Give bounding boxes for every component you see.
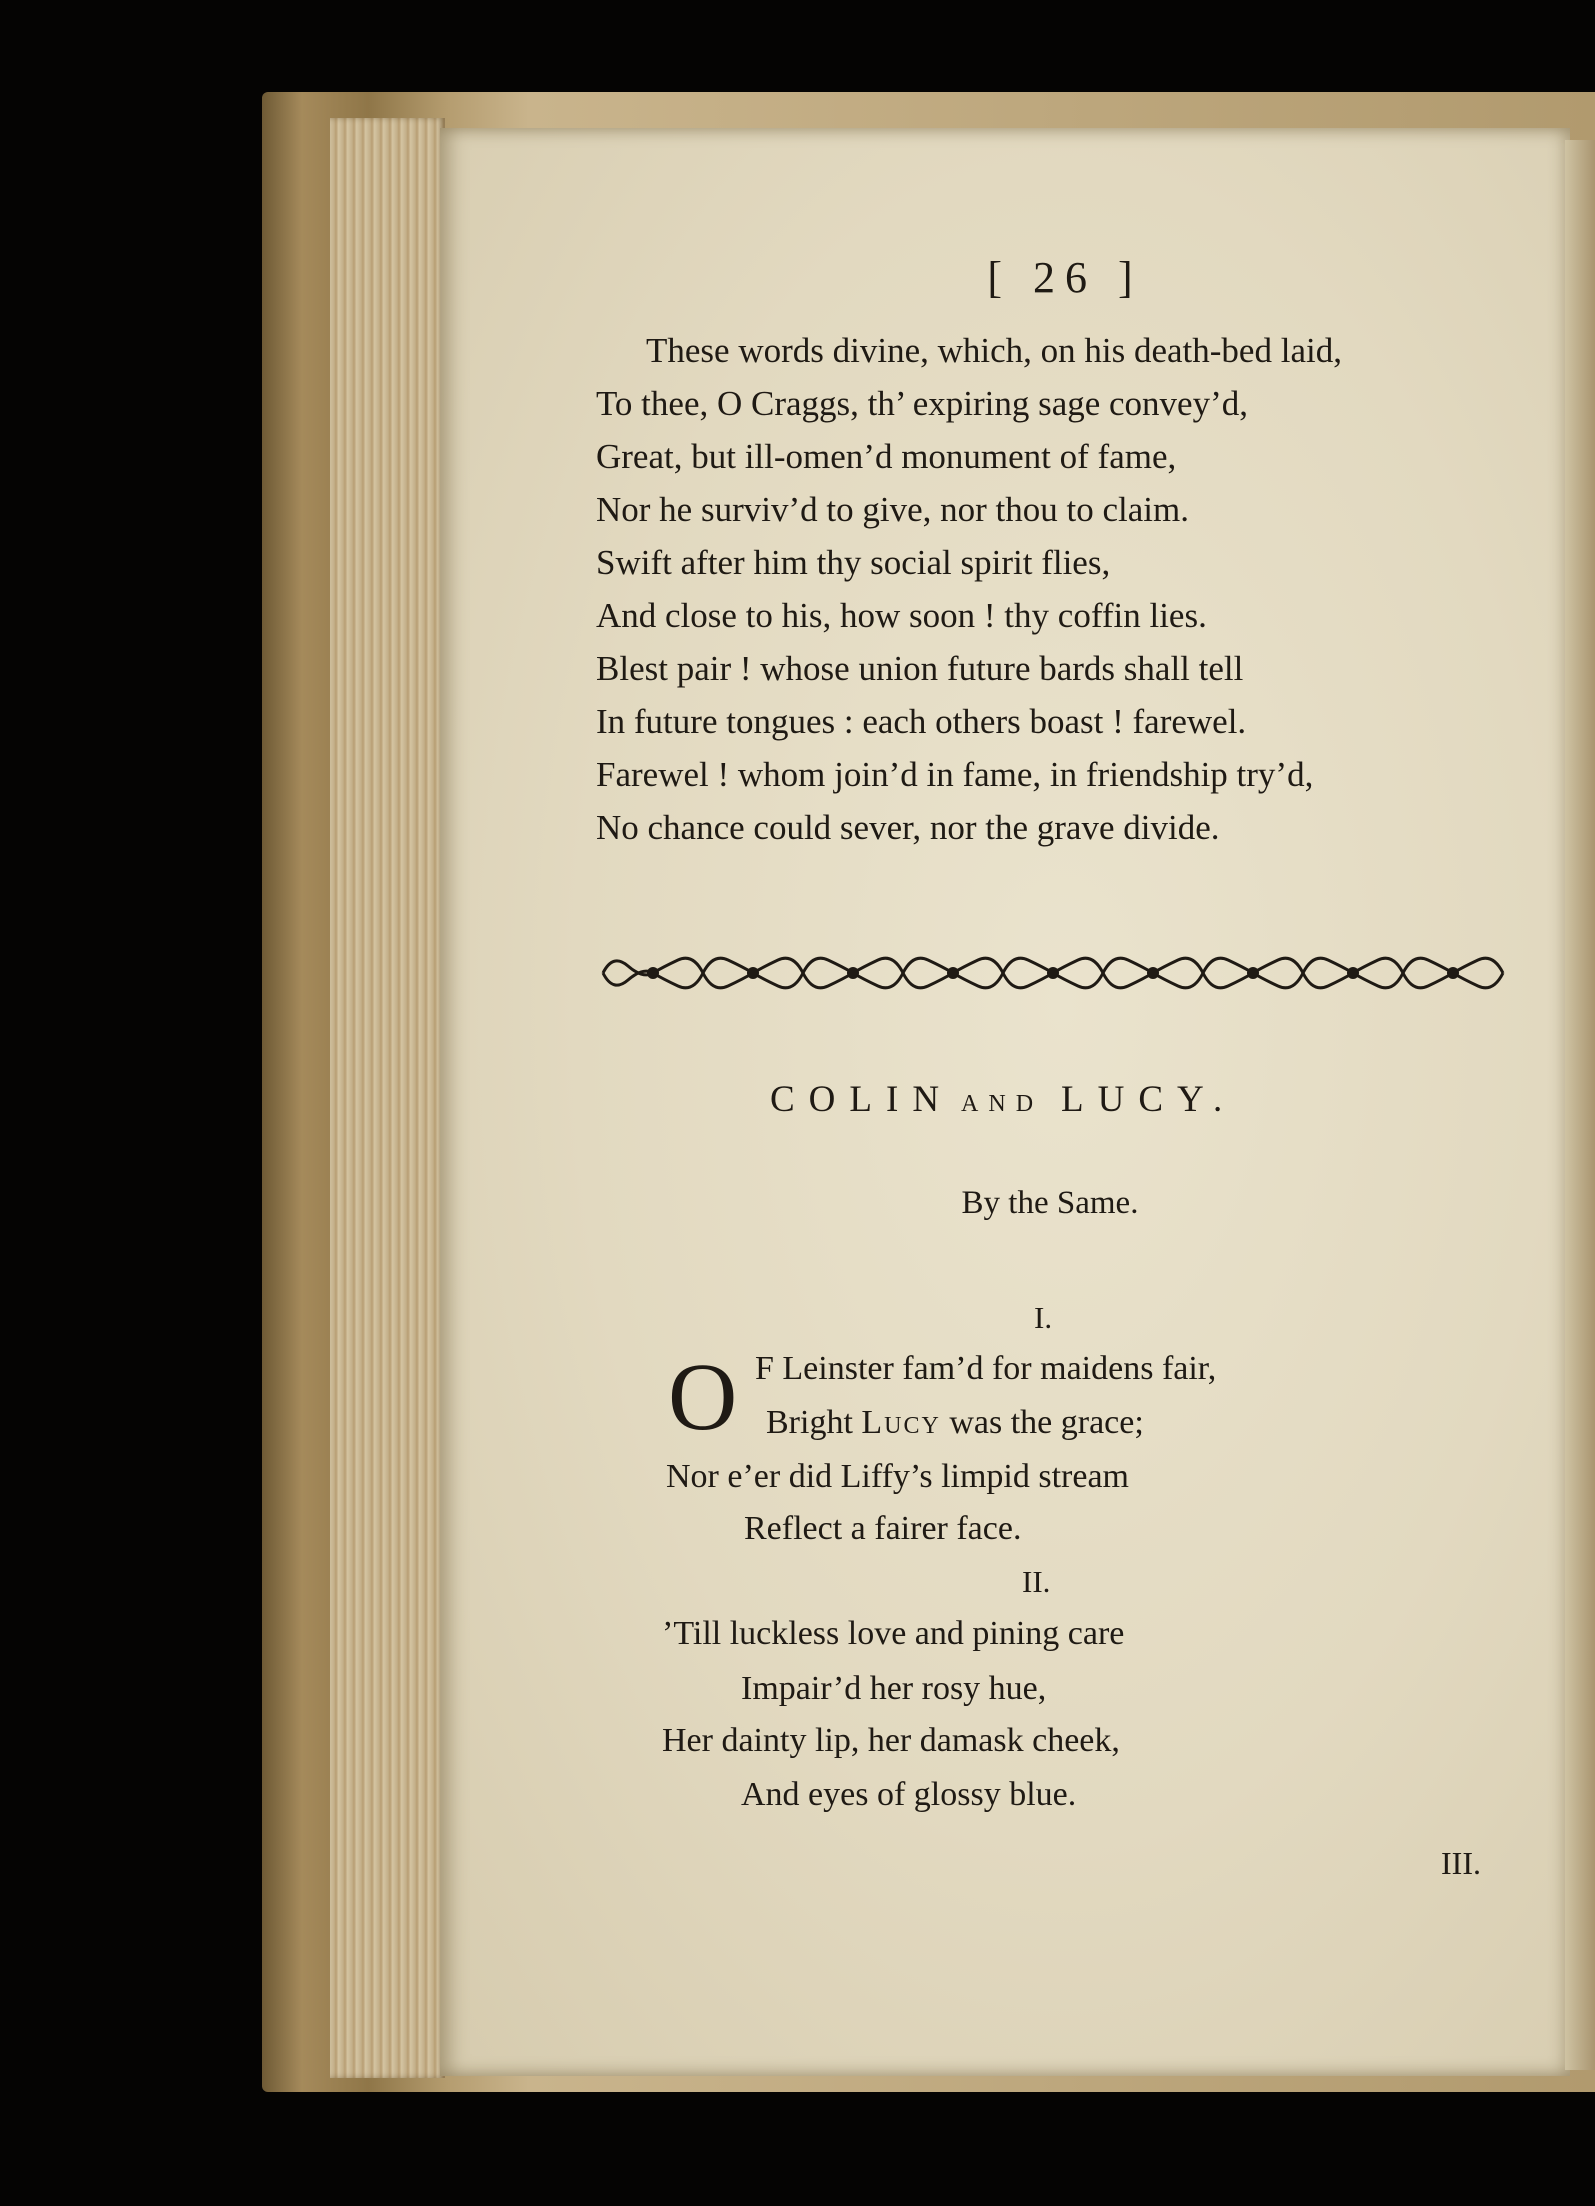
stanza-line: Her dainty lip, her damask cheek, [662, 1722, 1120, 1759]
stanza-line-text: Bright [766, 1404, 862, 1441]
poem-epitaph [596, 324, 1496, 854]
title-lucy: LUCY. [1061, 1079, 1237, 1120]
title-colin: COLIN [770, 1079, 954, 1120]
stanza-line [766, 1404, 1144, 1452]
poem-line: Swift after him thy social spirit flies, [596, 543, 1111, 582]
poem-line: Great, but ill-omen’d monument of fame, [596, 437, 1177, 476]
stanza-line: Reflect a fairer face. [744, 1510, 1022, 1547]
catchword: III. [1441, 1845, 1481, 1881]
decorative-ornament-band [598, 948, 1508, 998]
poem-line: In future tongues : each others boast ! farewel. [596, 702, 1247, 741]
byline: By the Same. [961, 1185, 1139, 1221]
page-number-container [960, 252, 1170, 308]
poem-line: To thee, O Craggs, th’ expiring sage convey’d, [596, 384, 1248, 423]
stanza-numeral-1: I. [1034, 1300, 1053, 1335]
title-and: AND [961, 1091, 1044, 1117]
page-number: [ 26 ] [987, 253, 1143, 302]
stanza-line-text: was the grace; [940, 1404, 1144, 1441]
poem-line: Blest pair ! whose union future bards shall tell [596, 649, 1244, 688]
poem-line: Nor he surviv’d to give, nor thou to claim. [596, 490, 1189, 529]
stanza-line: And eyes of glossy blue. [741, 1776, 1077, 1813]
stanza-line: Nor e’er did Liffy’s limpid stream [666, 1458, 1129, 1495]
stanza-line: F Leinster fam’d for maidens fair, [755, 1350, 1217, 1387]
stanza-line: ’Till luckless love and pining care [662, 1615, 1125, 1652]
name-lucy: Lucy [861, 1404, 941, 1441]
facing-page-edge [1565, 140, 1595, 2070]
byline-container [900, 1185, 1200, 1235]
drop-cap: O [668, 1343, 738, 1450]
page-edges [330, 118, 445, 2078]
poem-line: And close to his, how soon ! thy coffin lies. [596, 596, 1207, 635]
poem-line: No chance could sever, nor the grave divide. [596, 808, 1220, 847]
stanza-numeral-2: II. [1022, 1564, 1051, 1599]
poem-line: These words divine, which, on his death-bed laid, [646, 331, 1342, 370]
poem-title [770, 1078, 1370, 1138]
stanza-line: Impair’d her rosy hue, [741, 1670, 1047, 1707]
poem-line: Farewel ! whom join’d in fame, in friendship try’d, [596, 755, 1314, 794]
